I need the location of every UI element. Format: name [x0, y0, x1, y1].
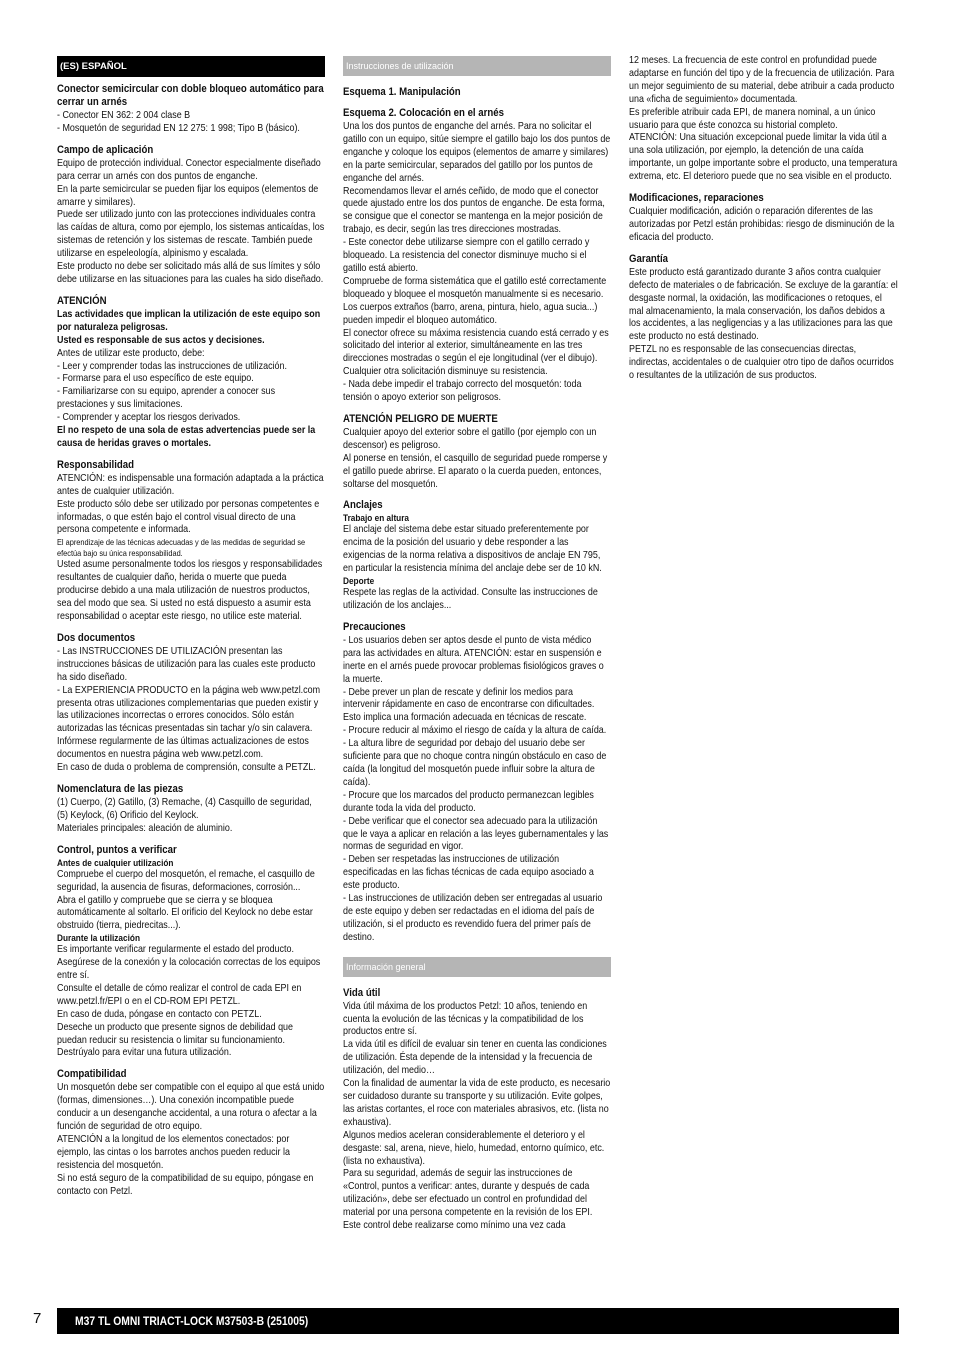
section-bar-general: Información general [343, 957, 611, 977]
field-of-application-text: Equipo de protección individual. Conector especialmente diseñado para cerrar un arnés con dos puntos de enganche. En la parte semicircular se pueden fijar los equipos (elementos de amarre y similares). Puede ser utilizado junto con las protecciones individuales contra las caídas de altura, como por ejemplo, los sistemas anticaídas, los sistemas de retención y los sistemas de rescate. También puede utilizarse en espeleología, alpinismo y escalada. Este producto no debe ser solicitado más allá de sus límites y sólo debe utilizarse en las situaciones para las cuales ha sido diseñado. [57, 157, 325, 285]
diagram-2-text: Una los dos puntos de enganche del arnés. Para no solicitar el gatillo con un equipo, sitúe siempre el gatillo bajo los dos puntos de enganche y coloque los equipos (elementos de amarre y similares) en la parte semicircular, separados del gatillo por los puntos de enganche del arnés. Recomendamos llevar el arnés ceñido, de modo que el conector quede ajustado entre los dos puntos de enganche. De esta forma, se consigue que el conector se mantenga en la mejor posición de trabajo, es decir, según las tres direcciones mostradas. - Este conector debe utilizarse siempre con el gatillo cerrado y bloqueado. La resistencia del conector disminuye mucho si el gatillo está abierto. Compruebe de forma sistemática que el gatillo esté correctamente bloqueado y bloquee el mosquetón manualmente si es necesario. Los cuerpos extraños (barro, arena, pintura, hielo, agua sucia...) pueden impedir el bloqueo automático. El conector ofrece su máxima resistencia cuando está cerrado y es solicitado del interior al exterior, simultáneamente en las tres direcciones mostradas o según el eje longitudinal (ver el dibujo). Cualquier otra solicitación disminuye su resistencia. - Nada debe impedir el trabajo correcto del mosquetón: toda tensión o apoyo exterior son peligrosos. [343, 121, 611, 404]
section-bar-instructions: Instrucciones de utilización [343, 56, 611, 76]
warning-bold-text: Las actividades que implican la utilización de este equipo son por naturaleza peligrosas. Usted es responsable de sus actos y decisiones. [57, 308, 321, 346]
heading-guarantee: Garantía [629, 252, 669, 265]
heading-diagram-2: Esquema 2. Colocación en el arnés [343, 107, 504, 119]
heading-lifetime: Vida útil [343, 986, 381, 999]
heading-danger: ATENCIÓN PELIGRO DE MUERTE [343, 412, 498, 425]
subheading-work-at-height: Trabajo en altura [343, 513, 410, 525]
subheading-during-use: Durante la utilización [57, 933, 140, 945]
footer-text: M37 TL OMNI TRIACT-LOCK M37503-B (251005) [75, 1314, 309, 1328]
during-use-text: Es importante verificar regularmente el estado del producto. Asegúrese de la conexión y la colocación correctas de los equipos entre sí. Consulte el detalle de cómo realizar el control de cada EPI en www.petzl.fr/EPI o en el CD-ROM EPI PETZL. En caso de duda, póngase en contacto con PETZL. Deseche un producto que presente signos de debilidad que puedan reducir su resistencia o limitar su funcionamiento. Destrúyalo para evitar una futura utilización. [57, 944, 321, 1059]
column-2 [343, 56, 611, 1233]
heading-diagram-1: Esquema 1. Manipulación [343, 86, 461, 98]
heading-anchors: Anclajes [343, 499, 383, 512]
standards-text: - Conector EN 362: 2 004 clase B - Mosquetón de seguridad EN 12 275: 1 998; Tipo B (básico). [57, 110, 300, 134]
before-use-text: Compruebe el cuerpo del mosquetón, el remache, el casquillo de seguridad, la ausencia de fisuras, deformaciones, corrosión... Abra el gatillo y compruebe que se cierra y se bloquea automáticamente al soltarlo. El orificio del Keylock no debe estar obstruido (tierra, piedrecitas...). [57, 868, 315, 932]
page-number: 7 [33, 1310, 42, 1327]
product-title: Conector semicircular con doble bloqueo automático para cerrar un arnés [57, 83, 324, 108]
two-documents-text: - Las INSTRUCCIONES DE UTILIZACIÓN presentan las instrucciones básicas de utilización para las cuales este producto ha sido diseñado. - La EXPERIENCIA PRODUCTO en la página web www.petzl.com presenta otras utilizaciones complementarias que pueden existir y las utilizaciones incorrectas o errores conocidos. Sólo están autorizadas las técnicas presentadas sin tachar y/o sin calavera. Infórmese regularmente de las últimas actualizaciones de estos documentos en nuestra página web www.petzl.com. En caso de duda o problema de comprensión, consulte a PETZL. [57, 645, 321, 774]
responsibility-text: ATENCIÓN: es indispensable una formación adaptada a la práctica antes de cualquier utilización. Este producto sólo debe ser utilizado por personas competentes e informadas, o que estén bajo el control visual directo de una persona competente e informada. [57, 472, 324, 536]
lifetime-text-continued: 12 meses. La frecuencia de este control en profundidad puede adaptarse en función del tipo y de la frecuencia de utilización. Para un mejor seguimiento de su material, debe atribuir a cada producto una «ficha de seguimiento» documentada. Es preferible atribuir cada EPI, de manera nominal, a un único usuario para que éste conozca su historial completo. ATENCIÓN: Una situación excepcional puede limitar la vida útil a una sola utilización, por ejemplo, la detención de una caída importante, un golpe importante sobre el producto, una temperatura extrema, etc. El deterioro puede que no sea visible en el producto. [629, 55, 898, 183]
heading-field-of-application: Campo de aplicación [57, 143, 154, 156]
heading-warning: ATENCIÓN [57, 294, 107, 307]
precautions-text: - Los usuarios deben ser aptos desde el punto de vista médico para las actividades en altura. ATENCIÓN: estar en suspensión e inerte en el arnés puede provocar problemas fisiológicos graves o la muerte. - Debe prever un plan de rescate y definir los medios para intervenir rápidamente en caso de encontrarse con dificultades. Esto implica una formación adecuada en técnicas de rescate. - Procure reducir al máximo el riesgo de caída y la altura de caída. - La altura libre de seguridad por debajo del usuario debe ser suficiente para que no choque contra ningún obstáculo en caso de caída (la longitud del mosquetón puede influir sobre la altura de caída). - Procure que los marcados del producto permanezcan legibles durante toda la vida del producto. - Debe verificar que el conector sea adecuado para la utilización que le vaya a aplicar en relación a las leyes gubernamentales y las normas de seguridad en vigor. - Deben ser respetadas las instrucciones de utilización especificadas en las fichas técnicas de cada equipo asociado a este producto. - Las instrucciones de utilización deben ser entregadas al usuario de este equipo y deben ser redactadas en el idioma del país de utilización, si el producto es revendido fuera del primer país de destino. [343, 634, 609, 943]
heading-responsibility: Responsabilidad [57, 458, 134, 471]
subheading-sport: Deporte [343, 576, 375, 588]
footer-bar [57, 1308, 899, 1334]
language-header: (ES) ESPAÑOL [57, 56, 325, 77]
column-1 [57, 56, 325, 1199]
responsibility-small-text: El aprendizaje de las técnicas adecuadas y de las medidas de seguridad se efectúa bajo su única responsabilidad. [57, 537, 306, 559]
heading-two-documents: Dos documentos [57, 631, 136, 644]
warning-text: Antes de utilizar este producto, debe: - Leer y comprender todas las instrucciones de utilización. - Formarse para el uso específico de este equipo. - Familiarizarse con su equipo, aprender a conocer sus prestaciones y sus limitaciones. - Comprender y aceptar los riesgos derivados. [57, 347, 287, 424]
compatibility-text: Un mosquetón debe ser compatible con el equipo al que está unido (formas, dimensiones…). Una conexión incompatible puede conducir a un desenganche accidental, a una rotura o afectar a la función de seguridad de otro equipo. ATENCIÓN a la longitud de los elementos conectados: por ejemplo, las cintas o los barrotes anchos pueden reducir la resistencia del mosquetón. Si no está seguro de la compatibilidad de su equipo, póngase en contacto con Petzl. [57, 1082, 325, 1197]
column-3 [629, 55, 899, 383]
sport-text: Respete las reglas de la actividad. Consulte las instrucciones de utilización de los anclajes... [343, 587, 598, 611]
nomenclature-text: (1) Cuerpo, (2) Gatillo, (3) Remache, (4) Casquillo de seguridad, (5) Keylock, (6) Orificio del Keylock. Materiales principales: aleación de aluminio. [57, 796, 312, 834]
work-at-height-text: El anclaje del sistema debe estar situado preferentemente por encima de la posición del usuario y debe responder a las exigencias de la norma relativa a dispositivos de anclaje EN 795, en particular la resistencia mínima del anclaje debe ser de 10 kN. [343, 524, 602, 575]
modifications-text: Cualquier modificación, adición o reparación diferentes de las autorizadas por Petzl están prohibidas: riesgo de disminución de la eficacia del producto. [629, 206, 895, 243]
heading-precautions: Precauciones [343, 620, 406, 633]
subheading-before-use: Antes de cualquier utilización [57, 857, 174, 869]
danger-text: Cualquier apoyo del exterior sobre el gatillo (por ejemplo con un descensor) es peligroso. Al ponerse en tensión, el casquillo de seguridad puede romperse y el gatillo puede abrirse. El aparato o la cuerda pueden, entonces, soltarse del mosquetón. [343, 426, 608, 490]
warning-bold-footer: El no respeto de una sola de estas advertencias puede ser la causa de heridas graves o mortales. [57, 425, 316, 449]
lifetime-text: Vida útil máxima de los productos Petzl: 10 años, teniendo en cuenta la evolución de las técnicas y la compatibilidad de los productos entre sí. La vida útil es difícil de evaluar sin tener en cuenta las condiciones de utilización. Ésta depende de la intensidad y la frecuencia de utilización, del medio… Con la finalidad de aumentar la vida de este producto, es necesario ser cuidadoso durante su transporte y su utilización. Evite golpes, las aristas cortantes, el roce con materiales abrasivos, etc. (lista no exhaustiva). Algunos medios aceleran considerablemente el deterioro y el desgaste: sal, arena, nieve, hielo, humedad, entorno químico, etc. (lista no exhaustiva). Para su seguridad, además de seguir las instrucciones de «Control, puntos a verificar: antes, durante y después de cada utilización», debe ser efectuado un control en profundidad del material por una persona competente en la revisión de los EPI. Este control debe realizarse como mínimo una vez cada [343, 1000, 611, 1232]
responsibility-text-2: Usted asume personalmente todos los riesgos y responsabilidades resultantes de cualquier daño, herida o muerte que pueda producirse debido a una mala utilización de nuestros productos, sea del modo que sea. Si usted no está dispuesto a asumir esta responsabilidad o aceptar este riesgo, no utilice este material. [57, 559, 323, 622]
heading-nomenclature: Nomenclatura de las piezas [57, 782, 184, 795]
heading-compatibility: Compatibilidad [57, 1068, 127, 1081]
guarantee-text: Este producto está garantizado durante 3 años contra cualquier defecto de materiales o de fabricación. Se excluye de la garantía: el desgaste normal, la oxidación, las modificaciones o retoques, el mal almacenamiento, la mala conservación, los daños debidos a los accidentes, a las negligencias y a las utilizaciones para las que este producto no está destinado. PETZL no es responsable de las consecuencias directas, indirectas, accidentales o de cualquier otro tipo de daños ocurridos o resultantes de la utilización de sus productos. [629, 266, 898, 382]
heading-modifications: Modificaciones, reparaciones [629, 192, 764, 205]
heading-inspection: Control, puntos a verificar [57, 843, 177, 856]
